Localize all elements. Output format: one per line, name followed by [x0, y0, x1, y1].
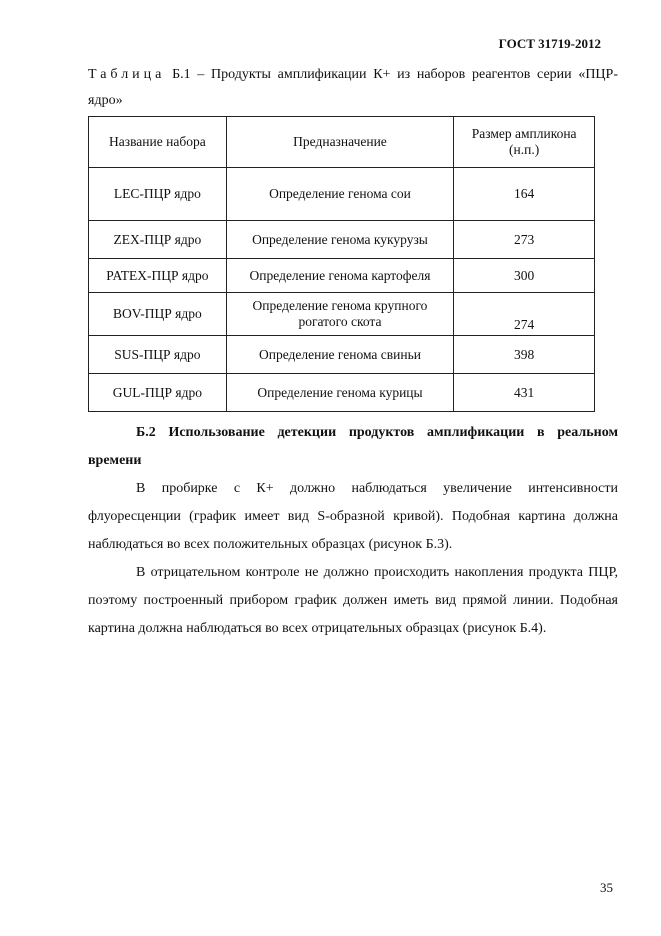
cell-kit: SUS-ПЦР ядро [89, 336, 227, 374]
cell-purpose: Определение генома картофеля [226, 259, 454, 293]
section-b2 [88, 419, 618, 643]
header-kit-name: Название набора [89, 117, 227, 168]
cell-kit: LEC-ПЦР ядро [89, 168, 227, 221]
table-row [89, 336, 595, 374]
cell-purpose: Определение генома свиньи [226, 336, 454, 374]
header-purpose: Предназначение [226, 117, 454, 168]
cell-size: 273 [454, 221, 595, 259]
cell-purpose: Определение генома крупного рогатого скота [226, 293, 454, 336]
cell-kit: ZEX-ПЦР ядро [89, 221, 227, 259]
table-header-row [89, 117, 595, 168]
amplification-products-table [88, 116, 595, 412]
page-number: 35 [600, 880, 613, 895]
cell-purpose: Определение генома кукурузы [226, 221, 454, 259]
section-title: Б.2 Использование детекции продуктов амплификации в реальном времени [88, 425, 618, 468]
cell-size: 164 [454, 168, 595, 221]
cell-kit: BOV-ПЦР ядро [89, 293, 227, 336]
table-caption [88, 62, 618, 114]
document-standard-header: ГОСТ 31719-2012 [498, 36, 601, 51]
cell-size: 398 [454, 336, 595, 374]
cell-kit: GUL-ПЦР ядро [89, 374, 227, 412]
header-amplicon-size: Размер ампликона (н.п.) [454, 117, 595, 168]
table-row [89, 168, 595, 221]
table-caption-text: Б.1 – Продукты амплификации К+ из наборов реагентов серии «ПЦР-ядро» [88, 67, 618, 108]
section-paragraph: В пробирке с К+ должно наблюдаться увеличение интенсивности флуоресценции (график имеет вид S-образной кривой). Подобная картина должна наблюдаться во всех положительных образцах (рисунок Б.3). [88, 481, 618, 552]
cell-kit: PATEX-ПЦР ядро [89, 259, 227, 293]
table-row [89, 221, 595, 259]
table-row [89, 259, 595, 293]
section-paragraph: В отрицательном контроле не должно происходить накопления продукта ПЦР, поэтому построенный прибором график должен иметь вид прямой линии. Подобная картина должна наблюдаться во всех отрицательных образцах (рисунок Б.4). [88, 565, 618, 636]
table-row [89, 374, 595, 412]
cell-size: 431 [454, 374, 595, 412]
table-row [89, 293, 595, 336]
cell-purpose: Определение генома сои [226, 168, 454, 221]
cell-purpose: Определение генома курицы [226, 374, 454, 412]
cell-size: 274 [454, 293, 595, 336]
cell-size: 300 [454, 259, 595, 293]
table-caption-label: Таблица [88, 67, 166, 82]
